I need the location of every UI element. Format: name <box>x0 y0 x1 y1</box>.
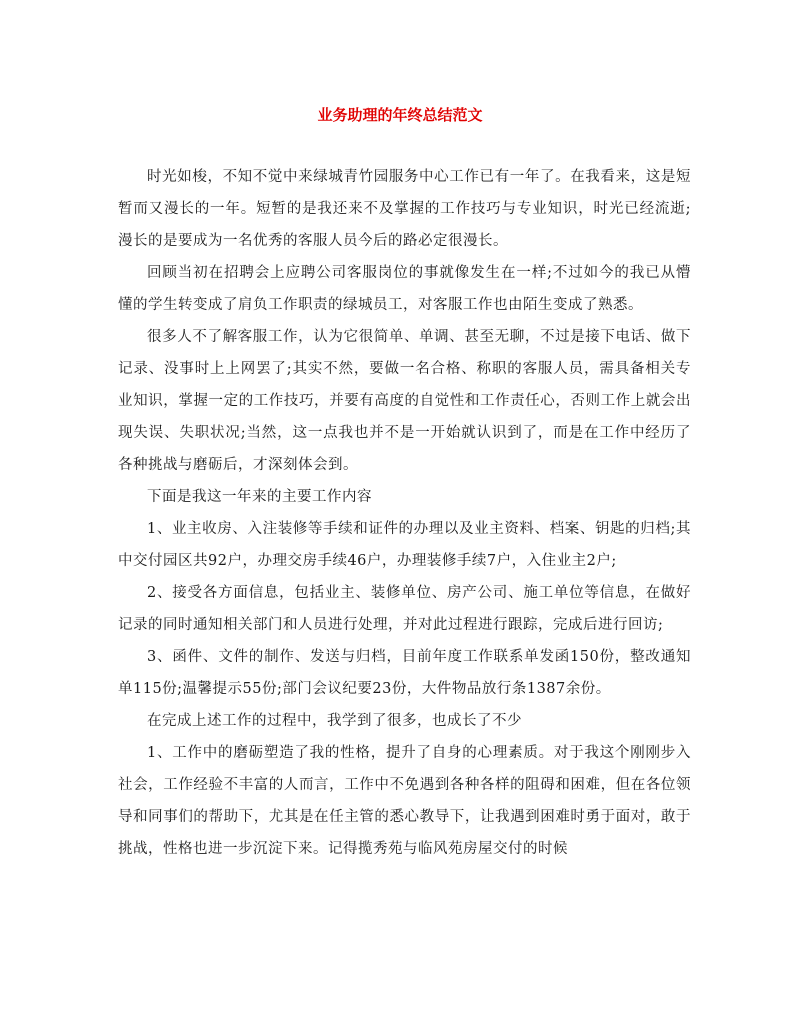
paragraph: 回顾当初在招聘会上应聘公司客服岗位的事就像发生在一样;不过如今的我已从懵懂的学生转变成了肩负工作职责的绿城员工，对客服工作也由陌生变成了熟悉。 <box>118 265 691 313</box>
paragraph: 很多人不了解客服工作，认为它很简单、单调、甚至无聊，不过是接下电话、做下记录、没事时上上网罢了;其实不然，要做一名合格、称职的客服人员，需具备相关专业知识，掌握一定的工作技巧，并要有高度的自觉性和工作责任心，否则工作上就会出现失误、失职状况;当然，这一点我也并不是一开始就认识到了，而是在工作中经历了各种挑战与磨砺后，才深刻体会到。 <box>118 329 691 473</box>
paragraph: 时光如梭，不知不觉中来绿城青竹园服务中心工作已有一年了。在我看来，这是短暂而又漫长的一年。短暂的是我还来不及掌握的工作技巧与专业知识，时光已经流逝;漫长的是要成为一名优秀的客服人员今后的路必定很漫长。 <box>118 169 691 249</box>
paragraph: 2、接受各方面信息，包括业主、装修单位、房产公司、施工单位等信息，在做好记录的同时通知相关部门和人员进行处理，并对此过程进行跟踪，完成后进行回访; <box>118 585 691 633</box>
paragraph: 在完成上述工作的过程中，我学到了很多，也成长了不少 <box>147 713 522 729</box>
paragraph: 3、函件、文件的制作、发送与归档，目前年度工作联系单发函150份，整改通知单115份;温馨提示55份;部门会议纪要23份，大件物品放行条1387余份。 <box>118 649 691 697</box>
paragraph: 1、工作中的磨砺塑造了我的性格，提升了自身的心理素质。对于我这个刚刚步入社会，工作经验不丰富的人而言，工作中不免遇到各种各样的阻碍和困难，但在各位领导和同事们的帮助下，尤其是在任主管的悉心教导下，让我遇到困难时勇于面对，敢于挑战，性格也进一步沉淀下来。记得揽秀苑与临风苑房屋交付的时候 <box>118 745 691 857</box>
paragraph: 下面是我这一年来的主要工作内容 <box>147 489 372 505</box>
paragraph: 1、业主收房、入注装修等手续和证件的办理以及业主资料、档案、钥匙的归档;其中交付园区共92户，办理交房手续46户，办理装修手续7户，入住业主2户; <box>118 521 691 569</box>
document-body <box>118 161 691 865</box>
document-title: 业务助理的年终总结范文 <box>317 106 483 124</box>
